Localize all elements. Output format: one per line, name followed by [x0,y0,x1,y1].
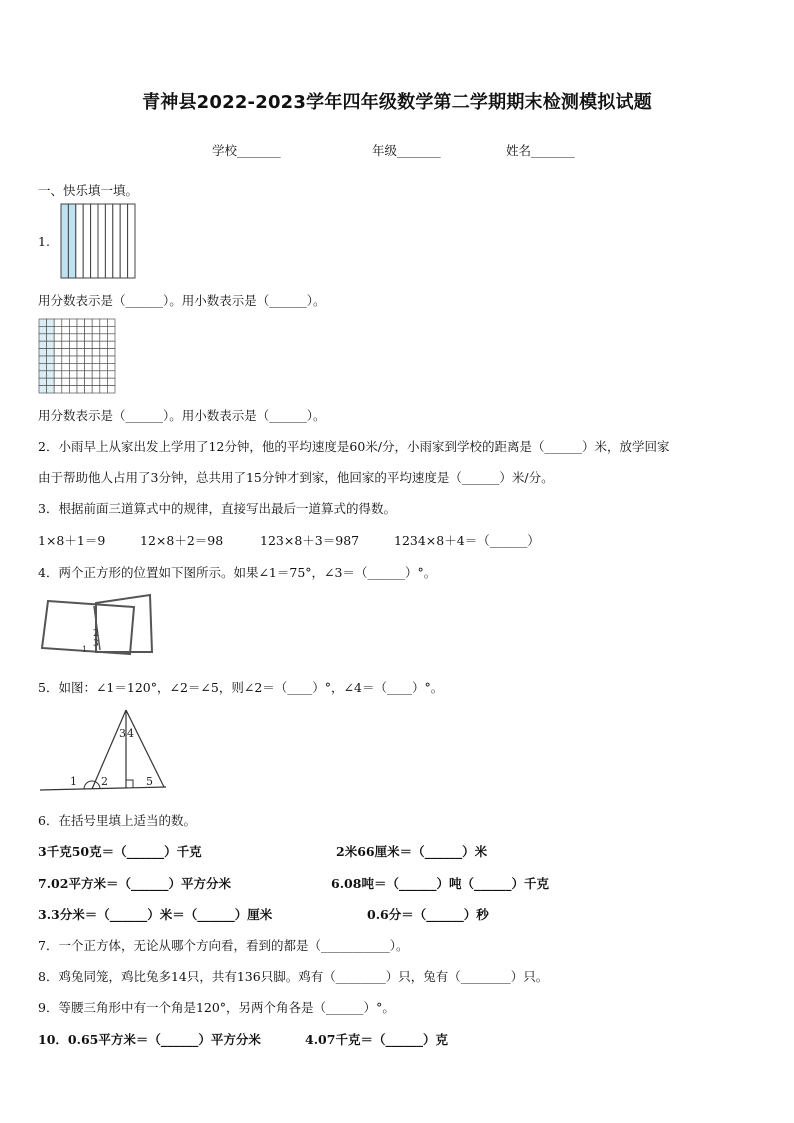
grid-cell [69,363,77,370]
grid-cell [69,386,77,393]
grid-cell [69,356,77,363]
grid-cell [100,341,108,348]
q5-angle-label: 2 [101,775,108,788]
grid-cell [47,386,55,393]
grid-cell [62,349,70,356]
grid-cell [39,326,47,333]
grid-cell [47,356,55,363]
grid-cell [39,378,47,385]
q3-eq3: 123×8＋3＝987 [260,533,360,548]
q6-r2b: 6.08吨＝（______）吨（______）千克 [331,876,549,891]
grid-cell [62,319,70,326]
grid-cell [47,371,55,378]
two-squares-figure [38,592,156,664]
grid-cell [62,378,70,385]
grid-cell [39,386,47,393]
q5-angle-label: 5 [146,775,153,788]
page-title: 青神县2022-2023学年四年级数学第二学期期末检测模拟试题 [142,92,652,113]
grid-cell [47,349,55,356]
q6-r1b: 2米66厘米＝（______）米 [336,844,488,859]
q4-angle-label: 1 [82,645,88,654]
grid-cell [47,319,55,326]
grid-cell [47,326,55,333]
grid-cell [92,386,100,393]
grid-cell [100,356,108,363]
grid-cell [85,349,93,356]
grid-cell [54,378,62,385]
grid-cell [77,386,85,393]
grid-cell [85,319,93,326]
grid-cell [69,334,77,341]
q1-line-b: 用分数表示是（______）。用小数表示是（______）。 [38,408,326,423]
grid-cell [107,386,115,393]
q10-a: 10．0.65平方米＝（______）平方分米 [38,1032,261,1047]
grade-field[interactable]: 年级_______ [372,143,441,158]
grid-cell [85,326,93,333]
grid-cell [92,334,100,341]
grid-cell [92,371,100,378]
q3-eq1: 1×8＋1＝9 [38,533,106,548]
grid-cell [85,378,93,385]
q7-text: 7．一个正方体，无论从哪个方向看，看到的都是（___________）。 [38,938,409,953]
grid-cell [62,371,70,378]
grid-cell [85,341,93,348]
grid-cell [54,319,62,326]
grid-cell [39,363,47,370]
grid-cell [107,341,115,348]
grid-cell [77,326,85,333]
q2-line1: 2．小雨早上从家出发上学用了12分钟，他的平均速度是60米/分，小雨家到学校的距离是（______）米，放学回家 [38,439,670,454]
grid-cell [54,363,62,370]
grid-cell [77,371,85,378]
q8-text: 8．鸡兔同笼，鸡比兔多14只，共有136只脚。鸡有（________）只，兔有（________）只。 [38,969,549,984]
grid-cell [62,334,70,341]
grid-cell [107,356,115,363]
grid-cell [100,326,108,333]
grid-cell [69,349,77,356]
grid-cell [54,334,62,341]
q6-r3a: 3.3分米＝（______）米＝（______）厘米 [38,907,273,922]
grid-cell [39,319,47,326]
grid-cell [107,349,115,356]
grid-cell [69,341,77,348]
grid-cell [107,378,115,385]
strip-column [105,204,112,278]
q3-text: 3．根据前面三道算式中的规律，直接写出最后一道算式的得数。 [38,501,396,516]
grid-cell [100,319,108,326]
grid-cell [92,363,100,370]
grid-cell [92,378,100,385]
q6-r1a: 3千克50克＝（______）千克 [38,844,202,859]
q6-text: 6．在括号里填上适当的数。 [38,813,196,828]
grid-cell [77,341,85,348]
grid-cell [100,371,108,378]
grid-cell [85,334,93,341]
section-heading: 一、快乐填一填。 [38,183,139,198]
grid-cell [39,349,47,356]
q1-number: 1. [38,234,50,249]
grid-cell [39,334,47,341]
grid-cell [47,378,55,385]
strip-column [76,204,83,278]
grid-cell [62,386,70,393]
strip-column [83,204,90,278]
grid-cell [107,371,115,378]
grid-cell [62,326,70,333]
grid-cell [54,371,62,378]
grid-cell [77,319,85,326]
strip-column [113,204,120,278]
grid-cell [77,334,85,341]
grid-cell [85,363,93,370]
grid-cell [107,334,115,341]
grid-cell [54,386,62,393]
grid-cell [54,326,62,333]
q4-text: 4．两个正方形的位置如下图所示。如果∠1＝75°，∠3＝（______）°。 [38,565,437,580]
grid-cell [85,356,93,363]
grid-cell [39,341,47,348]
grid-cell [100,363,108,370]
grid-cell [100,386,108,393]
grid-cell [107,326,115,333]
q10-b: 4.07千克＝（______）克 [305,1032,448,1047]
grid-cell [92,349,100,356]
grid-cell [47,334,55,341]
grid-cell [77,349,85,356]
grid-cell [92,319,100,326]
q9-text: 9．等腰三角形中有一个角是120°，另两个角各是（______）°。 [38,1000,395,1015]
grid-cell [85,386,93,393]
grid-cell [39,371,47,378]
strip-figure [60,203,136,279]
grid-cell [54,341,62,348]
hundred-grid-figure [38,318,116,394]
grid-cell [100,334,108,341]
shaded-column [68,204,75,278]
grid-cell [107,319,115,326]
strip-column [120,204,127,278]
q5-angle-label: 1 [70,775,77,788]
grid-cell [100,349,108,356]
grid-cell [69,371,77,378]
grid-cell [69,319,77,326]
q5-angle-label: 4 [127,727,134,740]
q1-line-a: 用分数表示是（______）。用小数表示是（______）。 [38,293,326,308]
strip-column [91,204,98,278]
triangle-figure [38,706,168,792]
q4-angle-label: 2 [93,629,99,639]
grid-cell [85,371,93,378]
grid-cell [54,356,62,363]
grid-cell [92,356,100,363]
q6-r2a: 7.02平方米＝（______）平方分米 [38,876,231,891]
grid-cell [77,363,85,370]
name-field[interactable]: 姓名_______ [506,143,575,158]
grid-cell [62,341,70,348]
q5-angle-label: 3 [119,727,126,740]
grid-cell [39,356,47,363]
q2-line2: 由于帮助他人占用了3分钟，总共用了15分钟才到家，他回家的平均速度是（______）米/分。 [38,470,554,485]
q5-text: 5．如图：∠1＝120°，∠2＝∠5，则∠2＝（____）°，∠4＝（____）°。 [38,680,444,695]
grid-cell [92,326,100,333]
q4-angle-label: 3 [93,639,99,649]
q3-eq2: 12×8＋2＝98 [140,533,224,548]
grid-cell [77,356,85,363]
grid-cell [69,378,77,385]
grid-cell [107,363,115,370]
grid-cell [47,363,55,370]
grid-cell [69,326,77,333]
q6-r3b: 0.6分＝（______）秒 [367,907,489,922]
strip-column [98,204,105,278]
school-field[interactable]: 学校_______ [212,143,281,158]
grid-cell [62,356,70,363]
grid-cell [92,341,100,348]
grid-cell [77,378,85,385]
grid-cell [47,341,55,348]
shaded-column [61,204,68,278]
grid-cell [100,378,108,385]
strip-column [128,204,135,278]
grid-cell [62,363,70,370]
q3-eq4: 1234×8＋4＝（______） [394,533,540,548]
grid-cell [54,349,62,356]
